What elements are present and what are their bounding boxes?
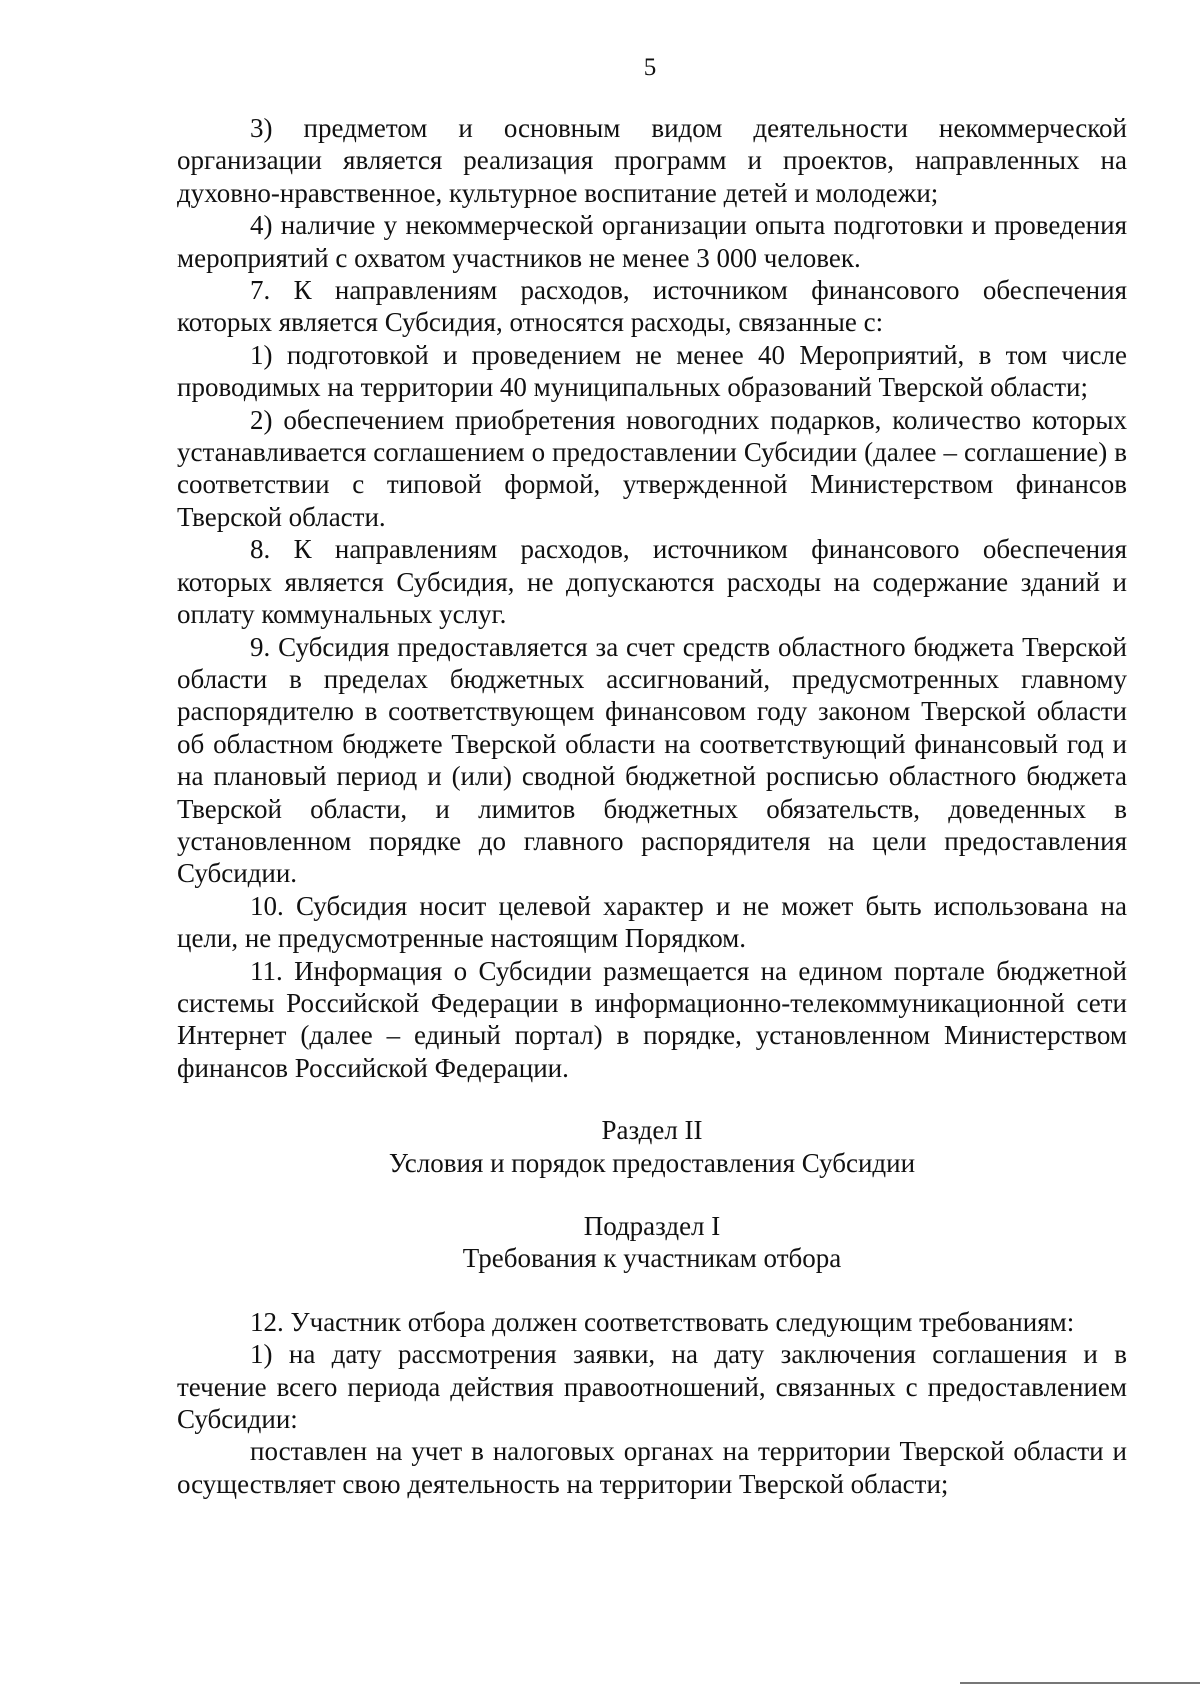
scan-edge-line [960,1682,1200,1684]
paragraph-clause-9: 9. Субсидия предоставляется за счет средств областного бюджета Тверской области в пределах бюджетных ассигнований, предусмотренных главному распорядителю в соответствующем финансовом году законом Тверской области об областном бюджете Тверской области на соответствующий финансовый год и на плановый период и (или) сводной бюджетной росписью областного бюджета Тверской области, и лимитов бюджетных обязательств, доведенных в установленном порядке до главного распорядителя на цели предоставления Субсидии. [177,631,1127,889]
spacer [177,1275,1127,1306]
paragraph-clause-12: 12. Участник отбора должен соответствовать следующим требованиям: [250,1306,1075,1337]
paragraph-clause-8: 8. К направлениям расходов, источником финансового обеспечения которых является Субсидия, не допускаются расходы на содержание зданий и оплату коммунальных услуг. [177,534,1127,630]
subsection-number: Подраздел I [583,1211,721,1241]
subsection-title: Требования к участникам отбора [462,1243,842,1274]
page-number: 5 [643,54,657,81]
paragraph-clause-12-item-1-text: поставлен на учет в налоговых органах на территории Тверской области и осуществляет свою деятельность на территории Тверской области; [177,1436,1127,1499]
paragraph-clause-7-item-1: 1) подготовкой и проведением не менее 40 Мероприятий, в том числе проводимых на территории 40 муниципальных образований Тверской области; [177,339,1127,403]
section-title: Условия и порядок предоставления Субсидии [388,1147,916,1178]
document-body [177,112,1127,1500]
paragraph-clause-7-item-2: 2) обеспечением приобретения новогодних подарков, количество которых устанавливается соглашением о предоставлении Субсидии (далее – соглашение) в соответствии с типовой формой, утвержденной Министерством финансов Тверской области. [177,404,1127,532]
paragraph-clause-10: 10. Субсидия носит целевой характер и не может быть использована на цели, не предусмотренные настоящим Порядком. [177,890,1127,954]
spacer [177,1179,1127,1210]
section-number: Раздел II [601,1115,703,1146]
paragraph-item-3: 3) предметом и основным видом деятельности некоммерческой организации является реализация программ и проектов, направленных на духовно-нравственное, культурное воспитание детей и молодежи; [177,113,1127,208]
paragraph-clause-12-item-1: 1) на дату рассмотрения заявки, на дату заключения соглашения и в течение всего периода действия правоотношений, связанных с предоставлением Субсидии: [177,1339,1127,1435]
spacer [177,1084,1127,1114]
paragraph-clause-7: 7. К направлениям расходов, источником финансового обеспечения которых является Субсидия, относятся расходы, связанные с: [177,275,1127,338]
paragraph-clause-11: 11. Информация о Субсидии размещается на едином портале бюджетной системы Российской Федерации в информационно-телекоммуникационной сети Интернет (далее – единый портал) в порядке, установленном Министерством финансов Российской Федерации. [177,955,1127,1083]
paragraph-item-4: 4) наличие у некоммерческой организации опыта подготовки и проведения мероприятий с охватом участников не менее 3 000 человек. [177,210,1127,273]
